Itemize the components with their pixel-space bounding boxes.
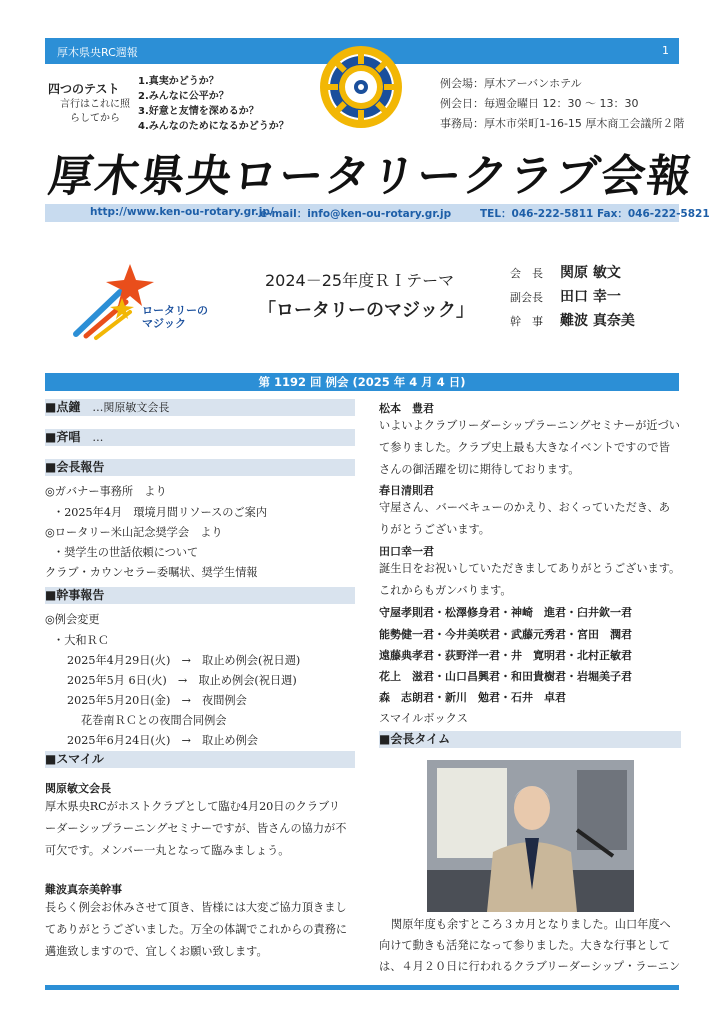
report-line: 花巻南ＲＣとの夜間合同例会 (81, 714, 227, 727)
officers-list (510, 262, 635, 334)
bell-text: …関原敏文会長 (92, 401, 170, 414)
president-speaking-image (427, 760, 634, 912)
member-names-line: 花上 滋君・山口昌興君・和田貴樹君・岩堀美子君 (379, 670, 632, 683)
smile-text: 長らく例会お休みさせて頂き、皆様には大変ご協力頂きましてありがとうございました。万全の体調でこれからの責務に邁進致しますので、宜しくお願い致します。 (45, 901, 348, 958)
president-photo (427, 760, 634, 912)
smile-name: 難波真奈美幹事 (45, 883, 122, 896)
report-line: ◎例会変更 (45, 613, 100, 626)
smile-name: 田口幸一君 (379, 545, 434, 558)
section-title: ■幹事報告 (45, 588, 105, 602)
section-title: ■会長タイム (379, 732, 451, 746)
section-title: ■スマイル (45, 752, 104, 766)
smile-text: 誕生日をお祝いしていただきましてありがとうございます。これからもガンバります。 (379, 562, 681, 597)
member-names-line: 守屋孝則君・松澤修身君・神崎 進君・臼井欽一君 (379, 606, 632, 619)
president-time-text: 関原年度も余すところ３カ月となりました。山口年度へ向けて動きも活発になって参りました。大きな行事としては、４月２０日に行われるクラブリーダーシップ・ラーニン (379, 918, 681, 973)
officer-role: 幹 事 (510, 315, 543, 328)
section-secretary-report (45, 587, 355, 604)
officer-name: 難波 真奈美 (560, 313, 635, 329)
song-text: … (92, 431, 104, 444)
report-line: ・2025年4月 環境月間リソースのご案内 (53, 506, 268, 519)
officer-name: 田口 幸一 (560, 289, 621, 305)
smile-box-label: スマイルボックス (379, 712, 468, 725)
report-line: クラブ・カウンセラー委嘱状、奨学生情報 (45, 566, 258, 579)
rotary-magic-logo (68, 262, 218, 342)
four-way-test-item: 4.みんなのためになるかどうか？ (138, 121, 289, 132)
smile-text: 厚木県央RCがホストクラブとして臨む4月20日のクラブリーダーシップラーニングセミナーですが、皆さんの協力が不可欠です。メンバー一丸となって臨みましょう。 (45, 800, 347, 857)
smile-text: 守屋さん、バーベキューのかえり、おくっていただき、ありがとうございます。 (379, 501, 670, 536)
report-line: 2025年5月 6日(火) → 取止め例会(祝日週) (67, 674, 297, 687)
section-president-time (379, 731, 681, 748)
meeting-office: 事務局：厚木市栄町1-16-15 厚木商工会議所２階 (440, 117, 685, 130)
masthead-title: 厚木県央ロータリークラブ会報 (45, 151, 697, 202)
section-smile (45, 751, 355, 768)
meeting-day: 例会日：毎週金曜日 12：30 〜 13：30 (440, 97, 639, 110)
ri-theme-label: 2024－25年度ＲＩテーマ (265, 271, 455, 290)
email-link[interactable]: e-mail：info@ken-ou-rotary.gr.jp (260, 208, 452, 220)
contact-bar (45, 204, 710, 222)
member-names-line: 森 志朗君・新川 勉君・石井 卓君 (379, 691, 566, 704)
smile-text: いよいよクラブリーダーシップラーニングセミナーが近づいて参りました。クラブ史上最も大きなイベントですので皆さんの御活躍を切に期待しております。 (379, 419, 680, 476)
logo-text-line-1: ロータリーの (142, 304, 208, 317)
report-line: ◎ロータリー米山記念奨学会 より (45, 526, 223, 539)
report-line: ・奨学生の世話依頼について (53, 546, 199, 559)
report-line: ◎ガバナー事務所 より (45, 485, 167, 498)
phone-fax: TEL：046-222-5811 Fax：046-222-5821 (480, 208, 710, 220)
officer-role: 副会長 (510, 291, 543, 304)
club-name: 厚木県央RC週報 (57, 46, 138, 59)
meeting-title-bar: 第 1192 回 例会 (2025 年 4 月 4 日) (45, 373, 679, 391)
report-line: ・大和ＲＣ (53, 634, 109, 647)
four-way-test-item: 3.好意と友情を深めるか？ (138, 106, 259, 117)
footer-bar (45, 985, 679, 990)
report-line: 2025年6月24日(火) → 取止め例会 (67, 734, 258, 747)
smile-name: 松本 豊君 (379, 402, 434, 415)
section-title: ■点鐘 (45, 400, 81, 414)
section-president-report (45, 459, 355, 476)
officer-row (510, 262, 635, 286)
section-bell (45, 399, 355, 416)
smile-name: 春日清則君 (379, 484, 434, 497)
section-title: ■会長報告 (45, 460, 105, 474)
ri-theme-title: 「ロータリーのマジック」 (258, 300, 474, 321)
meeting-info (440, 74, 684, 134)
member-names-line: 遠藤典孝君・荻野洋一君・井 寛明君・北村正敏君 (379, 649, 632, 662)
rotary-wheel-logo (318, 44, 404, 130)
officer-row (510, 310, 635, 334)
report-line: 2025年4月29日(火) → 取止め例会(祝日週) (67, 654, 301, 667)
section-song (45, 429, 355, 446)
four-way-test-subtitle: 言行はこれに照らしてから (60, 99, 130, 124)
section-title: ■斉唱 (45, 430, 81, 444)
meeting-venue: 例会場：厚木アーバンホテル (440, 77, 582, 90)
officer-name: 関原 敏文 (560, 265, 621, 281)
officer-row (510, 286, 635, 310)
website-link[interactable]: http://www.ken-ou-rotary.gr.jp/ (90, 206, 274, 218)
shooting-star-icon (68, 262, 218, 342)
four-way-test-list (138, 74, 289, 134)
four-way-test-item: 1.真実かどうか？ (138, 76, 219, 87)
logo-text-line-2: マジック (142, 317, 186, 330)
report-line: 2025年5月20日(金) → 夜間例会 (67, 694, 247, 707)
page-number: 1 (662, 44, 669, 57)
member-names-line: 能勢健一君・今井美咲君・武藤元秀君・宮田 潤君 (379, 628, 632, 641)
smile-name: 関原敏文会長 (45, 782, 111, 795)
officer-role: 会 長 (510, 267, 543, 280)
four-way-test-item: 2.みんなに公平か？ (138, 91, 229, 102)
four-way-test-title: 四つのテスト (48, 82, 120, 96)
